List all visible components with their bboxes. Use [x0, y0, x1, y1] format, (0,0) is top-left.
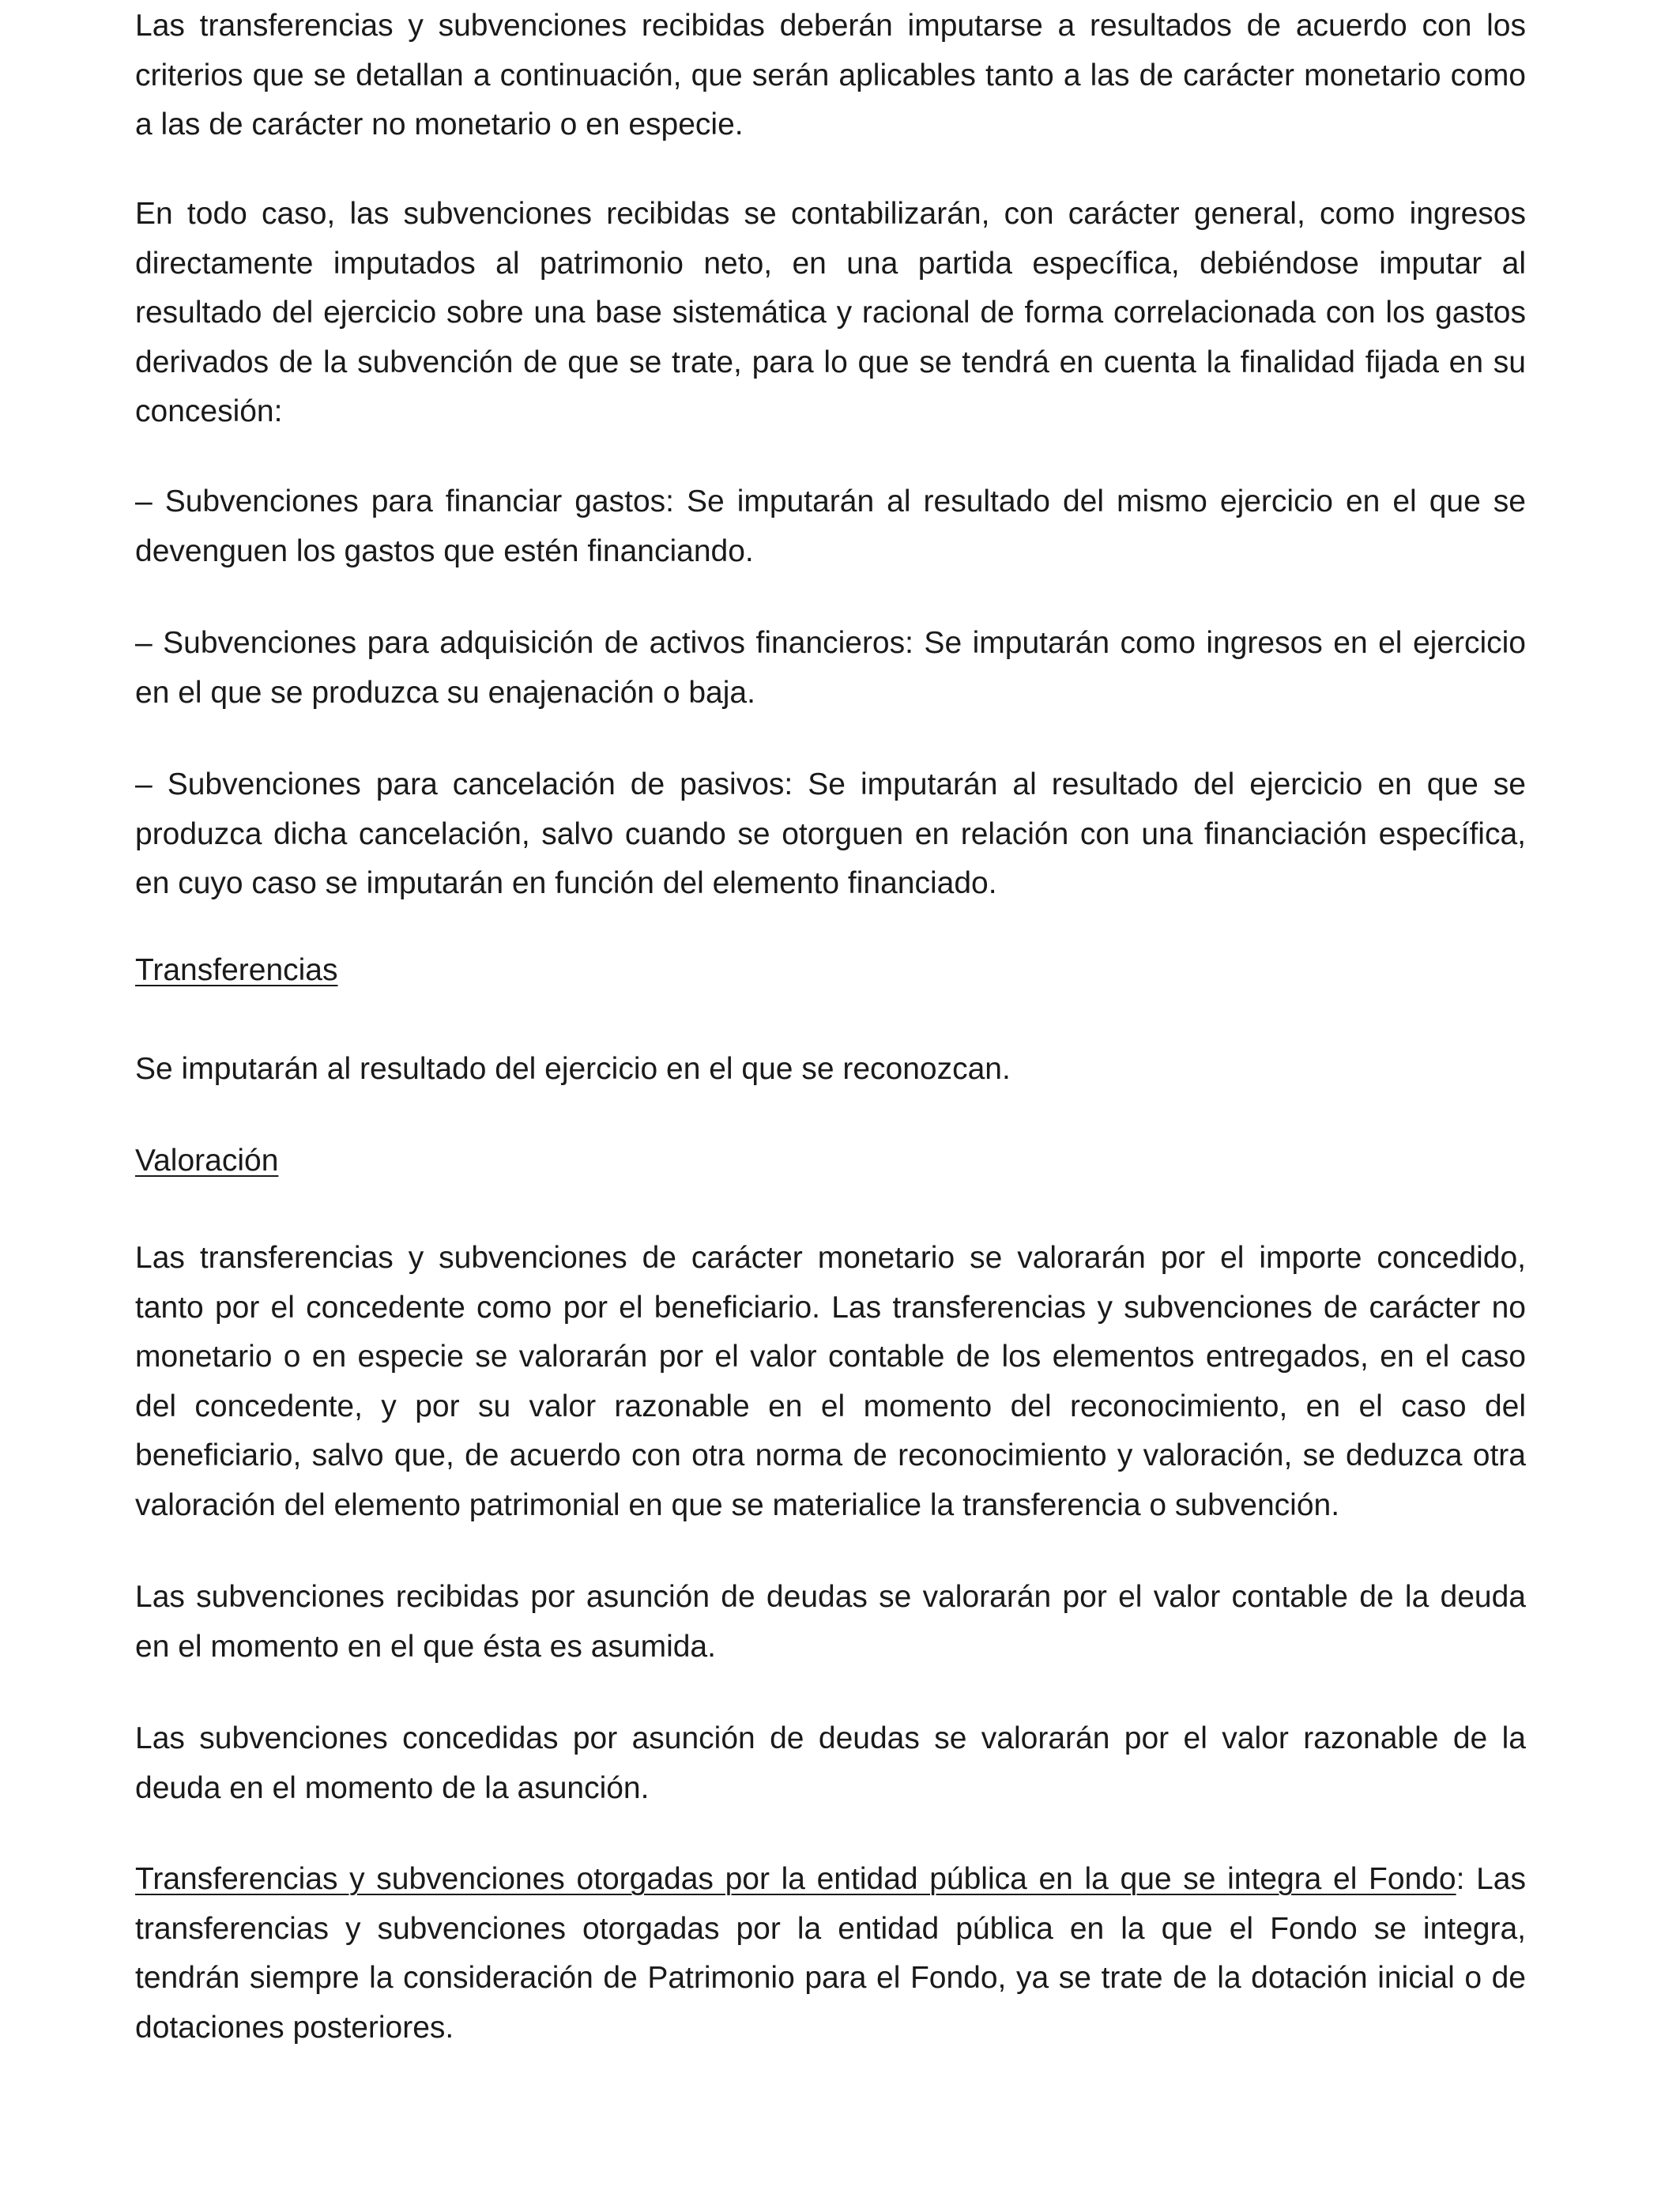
heading-transferencias: [135, 946, 338, 996]
paragraph-subsidies-financial-assets: – Subvenciones para adquisición de activos financieros: Se imputarán como ingresos en el ejercicio en el que se produzca su enajenación o baja.: [135, 626, 1526, 710]
paragraph-fund-transfers: [135, 1855, 1526, 2053]
paragraph-transfers-imputation: Se imputarán al resultado del ejercicio en el que se reconozcan.: [135, 1052, 1011, 1086]
fund-transfers-heading: Transferencias y subvenciones otorgadas por la entidad pública en la que se integra el Fondo: [135, 1862, 1456, 1896]
paragraph-intro: Las transferencias y subvenciones recibidas deberán imputarse a resultados de acuerdo con los criterios que se detallan a continuación, que serán aplicables tanto a las de carácter monetario como a las de carácter no monetario o en especie.: [135, 9, 1526, 141]
paragraph-debt-assumption-received: Las subvenciones recibidas por asunción de deudas se valorarán por el valor contable de la deuda en el momento en el que ésta es asumida.: [135, 1580, 1526, 1664]
paragraph-subsidies-expenses: – Subvenciones para financiar gastos: Se imputarán al resultado del mismo ejercicio en el que se devenguen los gastos que estén financiando.: [135, 484, 1526, 568]
paragraph-valuation: Las transferencias y subvenciones de carácter monetario se valorarán por el importe concedido, tanto por el concedente como por el beneficiario. Las transferencias y subvenciones de carácter no monetario o en especie se valorarán por el valor contable de los elementos entregados, en el caso del concedente, y por su valor razonable en el momento del reconocimiento, en el caso del beneficiario, salvo que, de acuerdo con otra norma de reconocimiento y valoración, se deduzca otra valoración del elemento patrimonial en que se materialice la transferencia o subvención.: [135, 1241, 1526, 1522]
paragraph-debt-assumption-granted: Las subvenciones concedidas por asunción de deudas se valorarán por el valor razonable de la deuda en el momento de la asunción.: [135, 1721, 1526, 1805]
paragraph-general-criteria: En todo caso, las subvenciones recibidas se contabilizarán, con carácter general, como ingresos directamente imputados al patrimonio neto, en una partida específica, debiéndose imputar al resultado del ejercicio sobre una base sistemática y racional de forma correlacionada con los gastos derivados de la subvención de que se trate, para lo que se tendrá en cuenta la finalidad fijada en su concesión:: [135, 197, 1526, 428]
heading-valoracion-text: Valoración: [135, 1144, 279, 1178]
heading-transferencias-text: Transferencias: [135, 953, 338, 987]
heading-valoracion: [135, 1137, 278, 1186]
paragraph-subsidies-liabilities: – Subvenciones para cancelación de pasivos: Se imputarán al resultado del ejercicio en que se produzca dicha cancelación, salvo cuando se otorguen en relación con una financiación específica, en cuyo caso se imputarán en función del elemento financiado.: [135, 767, 1526, 900]
fund-transfers-body: : Las transferencias y subvenciones otorgadas por la entidad pública en la que el Fondo se integra, tendrán siempre la consideración de Patrimonio para el Fondo, ya se trate de la dotación inicial o de dotaciones posteriores.: [135, 1862, 1526, 2045]
